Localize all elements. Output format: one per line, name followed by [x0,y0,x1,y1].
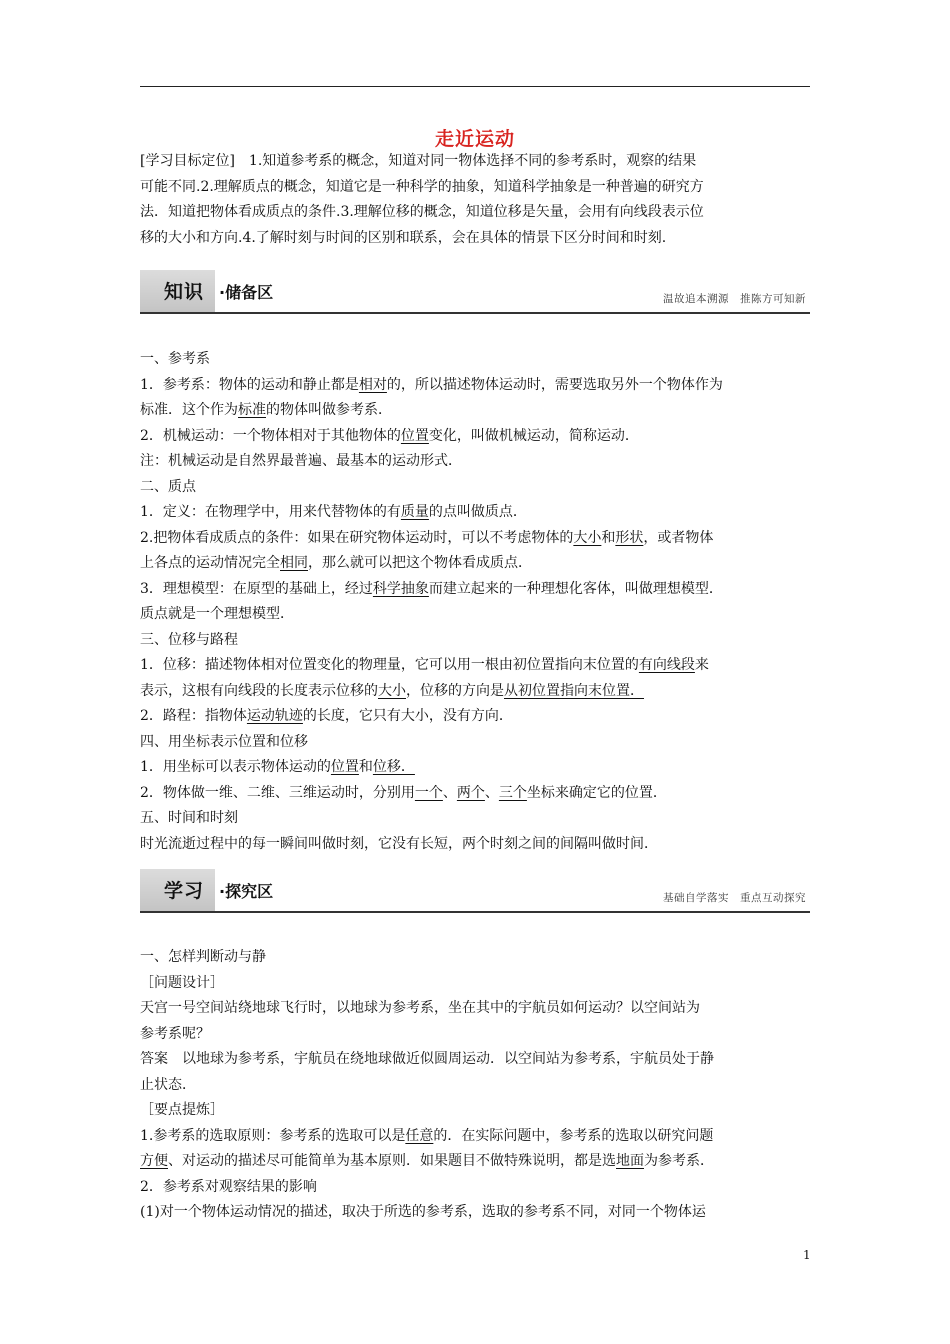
text-segment: ［要点提炼］ [140,1102,224,1118]
text-line [140,500,810,526]
text-segment: 1.参考系的选取原则：参考系的选取可以是 [140,1127,406,1144]
underlined-answer: 位移． [372,759,415,775]
underlined-answer: 形状 [615,529,644,546]
text-segment: 注：机械运动是自然界最普遍、最基本的运动形式． [140,453,462,469]
text-segment: 一、怎样判断动与静 [140,949,266,965]
objective-line: 移的大小和方向.4.了解时刻与时间的区别和联系，会在具体的情景下区分时间和时刻. [140,229,667,246]
text-segment: 的，所以描述物体运动时，需要选取另外一个物体作为 [386,376,723,393]
underlined-answer: 科学抽象 [372,580,429,597]
text-segment: 二、质点 [140,478,196,495]
text-line [140,1047,810,1073]
text-segment: 2．参考系对观察结果的影响 [140,1178,317,1195]
text-segment: 止状态． [140,1076,196,1093]
text-line [140,945,810,971]
text-segment: 1．用坐标可以表示物体运动的 [140,759,331,775]
text-line [140,996,810,1022]
text-segment: 答案 以地球为参考系，宇航员在绕地球做近似圆周运动．以空间站为参考系，宇航员处于静 [140,1051,714,1067]
text-segment: 变化，叫做机械运动，简称运动． [428,427,639,444]
text-line [140,347,810,373]
text-segment: 的物体叫做参考系． [266,402,392,418]
text-segment: 标准．这个作为 [140,402,238,418]
text-line [140,832,810,858]
underlined-answer: 位置 [330,759,359,775]
text-segment: ，那么就可以把这个物体看成质点． [308,555,532,571]
text-line [140,1200,810,1226]
text-segment: ［问题设计］ [140,974,224,991]
section-label-sub: ·储备区 [219,283,274,302]
text-segment: 和 [601,529,616,546]
underlined-answer: 质量 [400,504,429,520]
text-line [140,628,810,654]
text-segment: ，位移的方向是 [406,682,504,699]
objective-line: 法．知道把物体看成质点的条件.3.理解位移的概念，知道位移是矢量，会用有向线段表示位 [140,204,704,220]
text-segment: 四、用坐标表示位置和位移 [140,733,308,750]
text-segment: 、 [484,784,499,801]
text-line [140,526,810,552]
page-title: 走近运动 [434,128,515,150]
text-segment: 1．定义：在物理学中，用来代替物体的有 [140,504,401,520]
text-line [140,398,810,424]
text-line [140,755,810,781]
section-banner-study [140,869,810,911]
underlined-answer: 相同 [280,555,308,571]
knowledge-content [140,347,810,857]
text-segment: 的点叫做质点． [428,504,527,520]
learning-objectives [140,149,810,251]
text-segment: 为参考系． [644,1153,714,1169]
text-line [140,730,810,756]
text-segment: 2．路程：指物体 [140,708,247,724]
text-segment: 来 [694,657,709,673]
text-segment: 2．机械运动：一个物体相对于其他物体的 [140,427,401,444]
objective-line: 可能不同.2.理解质点的概念，知道它是一种科学的抽象，知道科学抽象是一种普遍的研究方 [140,178,704,195]
text-segment: 2.把物体看成质点的条件：如果在研究物体运动时，可以不考虑物体的 [140,529,574,546]
text-segment: ，或者物体 [643,529,714,546]
text-line [140,1073,810,1099]
text-segment: 而建立起来的一种理想化客体，叫做理想模型． [428,580,723,597]
text-line [140,602,810,628]
text-segment: 和 [358,759,373,775]
text-segment: 参考系呢？ [140,1025,210,1042]
text-segment: 3．理想模型：在原型的基础上，经过 [140,580,373,597]
section-tagline: 温故追本溯源 推陈方可知新 [663,293,806,305]
underlined-answer: 任意 [405,1127,434,1144]
text-segment: 2．物体做一维、二维、三维运动时，分别用 [140,784,415,801]
text-line [140,373,810,399]
underlined-answer: 运动轨迹 [246,708,303,724]
text-line [140,577,810,603]
text-line [140,1149,810,1175]
text-segment: 三、位移与路程 [140,631,238,648]
underlined-answer: 方便 [140,1153,168,1169]
text-line [140,704,810,730]
underlined-answer: 位置 [400,427,429,444]
text-segment: 五、时间和时刻 [140,810,238,826]
text-line [140,1175,810,1201]
text-segment: 的长度，它只有大小，没有方向． [302,708,513,724]
section-tagline: 基础自学落实 重点互动探究 [663,892,806,904]
underlined-answer: 从初位置指向末位置． [504,682,644,699]
underlined-answer: 相对 [358,376,387,393]
text-segment: (1)对一个物体运动情况的描述，取决于所选的参考系，选取的参考系不同，对同一个物体运 [140,1204,706,1220]
section-label-main: 知识 [164,281,205,303]
text-line [140,551,810,577]
text-line [140,806,810,832]
underlined-answer: 大小 [573,529,602,546]
text-segment: 、对运动的描述尽可能简单为基本原则．如果题目不做特殊说明，都是选 [168,1153,616,1169]
section-banner-knowledge [140,270,810,312]
text-line [140,1098,810,1124]
underlined-answer: 两个 [456,784,485,801]
text-segment: 质点就是一个理想模型． [140,606,294,622]
text-line [140,1124,810,1150]
text-line [140,653,810,679]
text-line [140,475,810,501]
underlined-answer: 有向线段 [638,657,695,673]
text-segment: 一、参考系 [140,351,210,367]
section-label-main: 学习 [164,880,205,902]
text-line [140,424,810,450]
text-segment: 、 [442,784,457,801]
underlined-answer: 大小 [378,682,406,699]
text-line [140,971,810,997]
underlined-answer: 标准 [238,402,266,418]
objective-line: [学习目标定位] 1.知道参考系的概念，知道对同一物体选择不同的参考系时，观察的结果 [140,153,697,169]
text-segment: 上各点的运动情况完全 [140,555,280,571]
underlined-answer: 三个 [498,784,527,801]
section-rule [140,312,810,314]
header-rule [140,86,810,87]
text-line [140,679,810,705]
text-segment: 1．位移：描述物体相对位置变化的物理量，它可以用一根由初位置指向末位置的 [140,657,639,673]
study-content [140,945,810,1226]
page-number: 1 [803,1248,811,1262]
text-segment: 天宫一号空间站绕地球飞行时，以地球为参考系，坐在其中的宇航员如何运动？以空间站为 [140,1000,700,1016]
underlined-answer: 一个 [414,784,443,801]
text-line [140,1022,810,1048]
section-rule [140,911,810,913]
text-segment: 时光流逝过程中的每一瞬间叫做时刻，它没有长短，两个时刻之间的间隔叫做时间． [140,835,658,852]
text-segment: 坐标来确定它的位置． [526,784,667,801]
text-line [140,449,810,475]
text-segment: 表示，这根有向线段的长度表示位移的 [140,682,378,699]
text-segment: 的．在实际问题中，参考系的选取以研究问题 [433,1127,714,1144]
section-label-sub: ·探究区 [219,882,274,901]
text-line [140,781,810,807]
text-segment: 1．参考系：物体的运动和静止都是 [140,376,359,393]
underlined-answer: 地面 [616,1153,644,1169]
